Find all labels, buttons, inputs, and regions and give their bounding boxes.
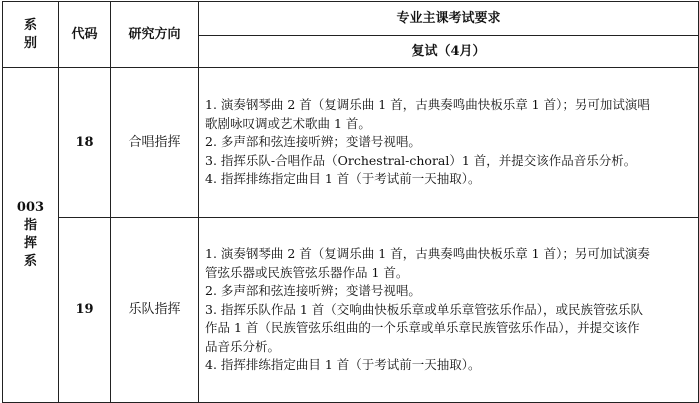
retest-label: 复试（4月）	[199, 36, 699, 68]
requirement-line: 1. 演奏钢琴曲 2 首（复调乐曲 1 首，古典奏鸣曲快板乐章 1 首）；另可加试演唱	[205, 97, 650, 113]
row-direction: 合唱指挥	[111, 68, 199, 218]
requirement-line: 3. 指挥乐队作品 1 首（交响曲快板乐章或单乐章管弦乐作品），或民族管弦乐队	[205, 301, 644, 317]
requirement-line: 作品 1 首（民族管弦乐组曲的一个乐章或单乐章民族管弦乐作品），并提交该作	[205, 320, 640, 336]
department-cell	[3, 68, 59, 403]
table-row	[3, 68, 699, 218]
table-row	[3, 218, 699, 403]
dept-header-line1: 系	[23, 17, 37, 33]
row-code: 19	[59, 218, 111, 403]
department-name-char: 指	[23, 218, 37, 233]
requirement-line: 4. 指挥排练指定曲目 1 首（于考试前一天抽取）。	[205, 357, 481, 373]
row-code: 18	[59, 68, 111, 218]
requirement-line: 4. 指挥排练指定曲目 1 首（于考试前一天抽取）。	[205, 171, 481, 187]
requirement-line: 2. 多声部和弦连接听辨；变谱号视唱。	[205, 283, 421, 299]
requirement-line: 歌剧咏叹调或艺术歌曲 1 首。	[205, 115, 371, 131]
requirement-line: 1. 演奏钢琴曲 2 首（复调乐曲 1 首，古典奏鸣曲快板乐章 1 首）；另可加试演奏	[205, 246, 650, 262]
department-name-char: 系	[23, 254, 37, 269]
requirement-line: 3. 指挥乐队-合唱作品（Orchestral-choral）1 首，并提交该作品音乐分析。	[205, 152, 637, 168]
row-requirements	[199, 68, 699, 218]
requirements-table	[2, 1, 699, 403]
department-code: 003	[16, 200, 45, 215]
code-header: 代码	[59, 2, 111, 68]
header-row	[3, 2, 699, 36]
requirement-line: 2. 多声部和弦连接听辨；变谱号视唱。	[205, 134, 421, 150]
row-direction: 乐队指挥	[111, 218, 199, 403]
dept-header-line2: 别	[23, 35, 37, 51]
requirements-title: 专业主课考试要求	[199, 2, 699, 36]
requirement-line: 管弦乐器或民族管弦乐器作品 1 首。	[205, 264, 409, 280]
requirement-line: 品音乐分析。	[205, 338, 281, 354]
row-requirements	[199, 218, 699, 403]
dept-header	[3, 2, 59, 68]
direction-header: 研究方向	[111, 2, 199, 68]
department-name-char: 挥	[23, 236, 37, 251]
